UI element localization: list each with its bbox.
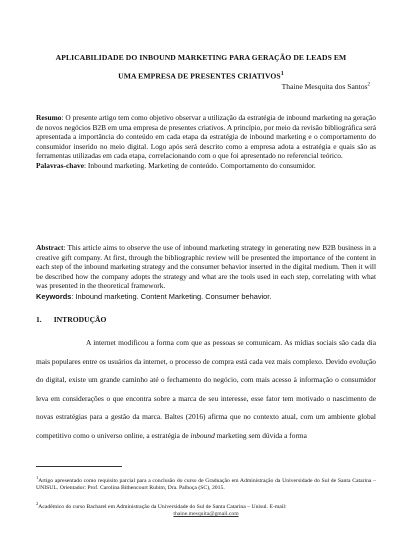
paper-title <box>36 50 366 85</box>
section-heading <box>36 315 106 324</box>
keywords-label: Keywords <box>36 292 72 301</box>
body-text <box>36 334 376 446</box>
footnote-2-mark: 2 <box>36 501 39 506</box>
title-footnote-mark: 1 <box>280 71 284 77</box>
footnote-1 <box>36 474 376 493</box>
body-text-part-1: A internet modificou a forma com que as pessoas se comunicam. As mídias sociais são cada dia mais populares entre os usuários da internet, o processo de compra está cada vez mais complexo. Devido evolução do digital, existe um grande caminho até o fechamento do negócio, com mais acesso à informação o consumidor leva em considerações o que encontra sobre a marca de seu interesse, esse fator tem motivado o nascimento de novas estratégias para a gestão da marca. Baltes (2016) afirma que no contexto atual, com um ambiente global competitivo como o universo online, a estratégia de <box>36 338 376 440</box>
author <box>282 82 370 91</box>
footnote-1-text: Artigo apresentado como requisito parcial para a conclusão do curso de Graduação em Administração da Universidade do Sul de Santa Catarina – UNISUL. Orientador: Prof. Carolina Bithencourt Rubim, Dra. Palhoça (SC), 2015. <box>36 477 376 492</box>
palavras-chave-text: : Inbound marketing. Marketing de conteúdo. Comportamento do consumidor. <box>84 160 316 170</box>
section-title: INTRODUÇÃO <box>53 315 107 324</box>
resumo-paragraph <box>36 113 376 171</box>
palavras-chave-label: Palavras-chave <box>36 160 85 170</box>
resumo-text: : O presente artigo tem como objetivo observar a utilização da estratégia de inbound marketing na geração de novos negócios B2B em uma empresa de presentes criativos. A princípio, por meio da revisão bibliográfica será apresentada a importância do conteúdo em cada etapa da estratégia de inbound marketing e o comportamento do consumidor inserido no meio digital. Logo após será descrito como a empresa adota a estratégia e quais são as ferramentas utilizadas em cada etapa, correlacionando com o que foi apresentado no referencial teórico. <box>36 113 376 161</box>
footnote-2-text: Acadêmico do curso Bacharel em Administração da Universidade do Sul de Santa Catarina – Unisul. E-mail: <box>38 503 287 510</box>
abstract-label: Abstract <box>36 243 64 252</box>
palavras-chave <box>36 161 376 171</box>
footnote-1-mark: 1 <box>36 475 39 480</box>
keywords <box>36 292 376 302</box>
keywords-text: : Inbound marketing. Content Marketing. Consumer behavior. <box>71 292 272 301</box>
footnote-separator <box>36 466 122 467</box>
body-italic-term: inbound <box>190 430 215 440</box>
body-paragraph <box>36 334 376 446</box>
section-number: 1. <box>36 315 42 324</box>
author-name: Thaine Mesquita dos Santos <box>281 82 368 91</box>
title-line-2-text: UMA EMPRESA DE PRESENTES CRIATIVOS <box>118 71 281 81</box>
abstract-text: : This article aims to observe the use of inbound marketing strategy in generating new B2B business in a creative gift company. At first, through the bibliographic review will be presented the importance of the content in each step of the inbound marketing strategy and the consumer behavior inserted in the digital medium. Then it will be described how the company adopts the strategy and what are the tools used in each step, correlating with what was presented in the theoretical framework. <box>36 243 376 291</box>
abstract-paragraph <box>36 243 376 291</box>
body-text-part-2: marketing sem dúvida a forma <box>214 430 307 440</box>
title-line-1: APLICABILIDADE DO INBOUND MARKETING PARA GERAÇÃO DE LEADS EM <box>55 53 347 62</box>
footnote-2 <box>36 500 376 519</box>
resumo-label: Resumo <box>36 113 62 122</box>
author-footnote-mark: 2 <box>367 82 370 88</box>
author-email-link[interactable]: thaine.mesquita@gmail.com <box>173 511 239 518</box>
